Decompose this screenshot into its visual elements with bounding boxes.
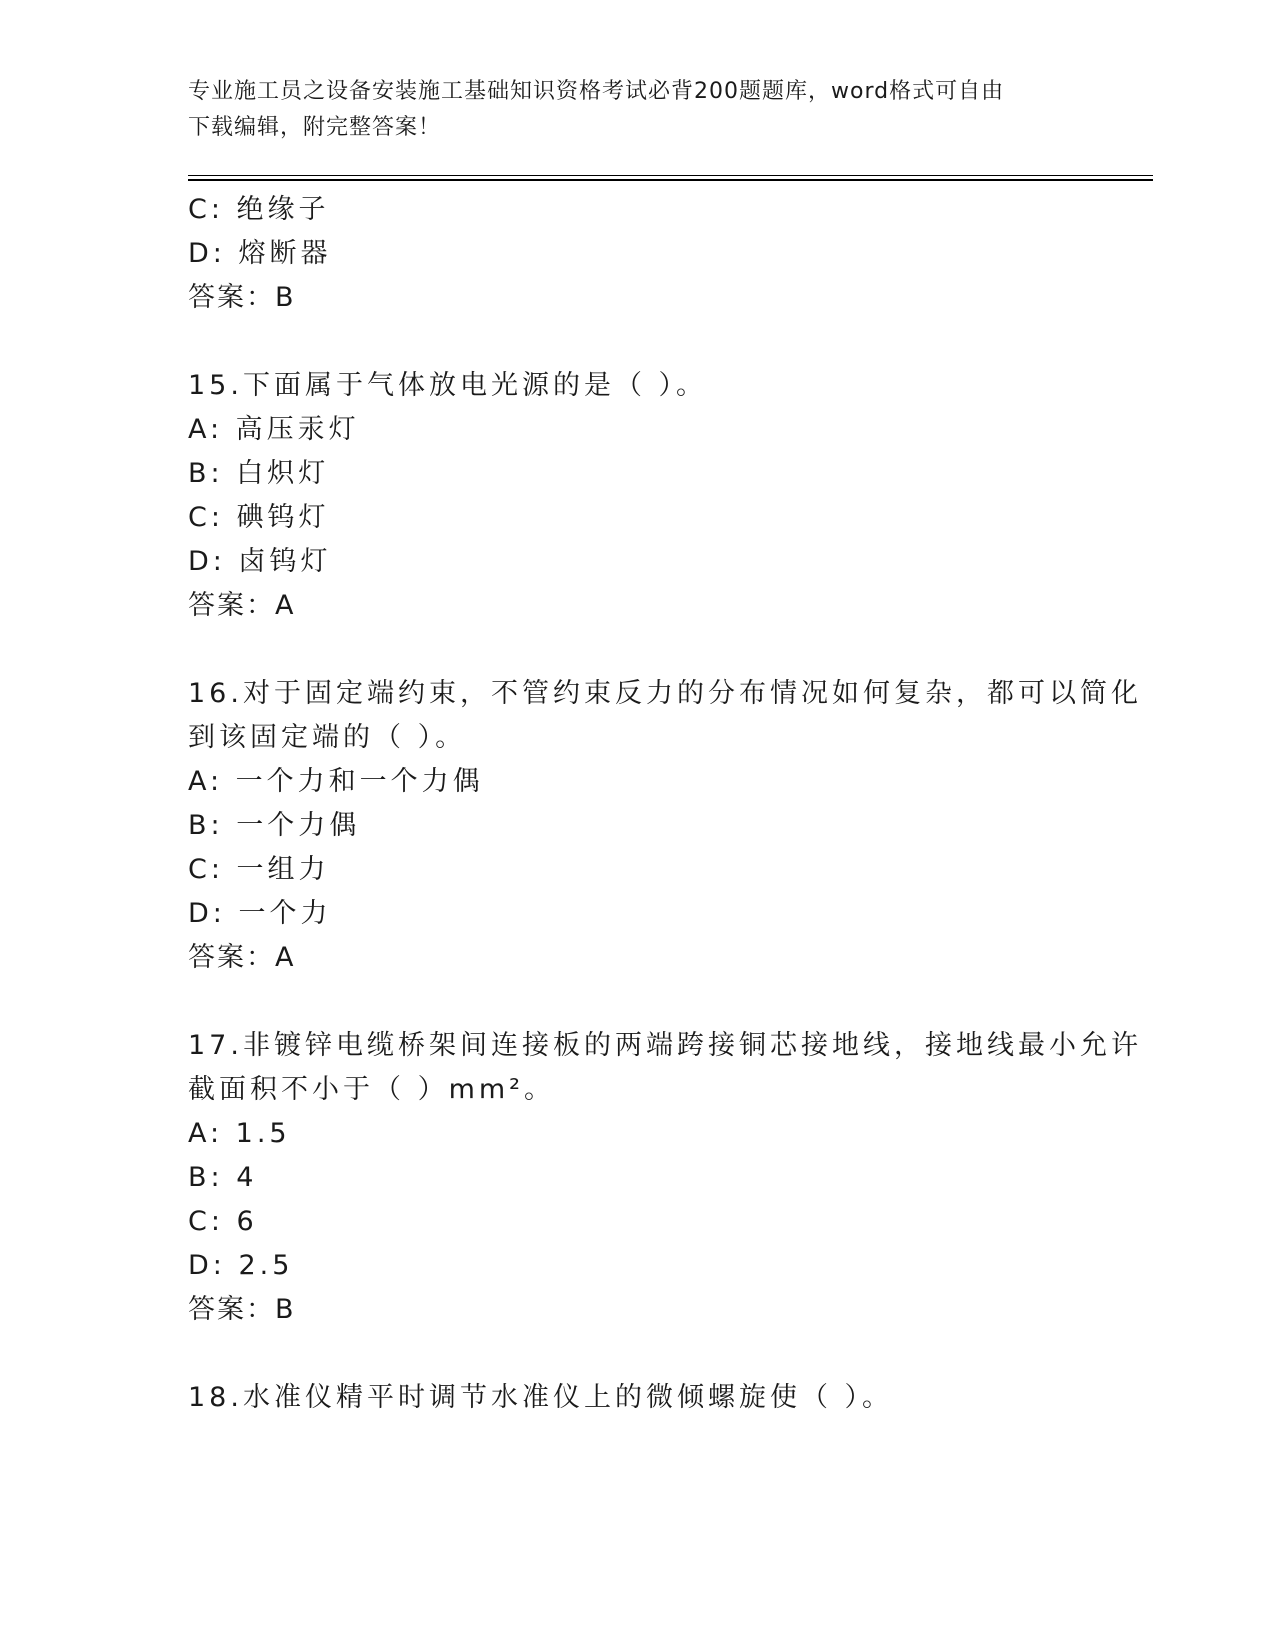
q17-stem-line-1: 17.非镀锌电缆桥架间连接板的两端跨接铜芯接地线，接地线最小允许: [188, 1030, 1142, 1061]
header-rule-thick: [188, 179, 1153, 181]
document-header: [188, 74, 1088, 146]
q16-stem-line-1: 16.对于固定端约束，不管约束反力的分布情况如何复杂，都可以简化: [188, 678, 1142, 709]
q16-stem-line-2: 到该固定端的（ ）。: [188, 722, 467, 753]
q15-answer: 答案：A: [188, 590, 296, 621]
q17-stem-line-2: 截面积不小于（ ）mm²。: [188, 1074, 556, 1105]
q18-stem: 18.水准仪精平时调节水准仪上的微倾螺旋使（ ）。: [188, 1382, 894, 1413]
q16-option-c: C: 一组力: [188, 854, 330, 885]
q17-option-a: A: 1.5: [188, 1118, 291, 1149]
q14-option-d: D: 熔断器: [188, 238, 332, 269]
header-line-2: 下载编辑，附完整答案！: [188, 115, 442, 140]
q17-answer: 答案：B: [188, 1294, 296, 1325]
q17-option-b: B: 4: [188, 1162, 258, 1193]
q16-option-a: A: 一个力和一个力偶: [188, 766, 484, 797]
q15-option-a: A: 高压汞灯: [188, 414, 360, 445]
q16-answer: 答案：A: [188, 942, 296, 973]
q14-option-c: C: 绝缘子: [188, 194, 330, 225]
q16-option-d: D: 一个力: [188, 898, 332, 929]
header-line-1: 专业施工员之设备安装施工基础知识资格考试必背200题题库，word格式可自由: [188, 79, 1005, 104]
q17-option-c: C: 6: [188, 1206, 258, 1237]
q15-stem: 15.下面属于气体放电光源的是（ ）。: [188, 370, 708, 401]
q15-option-b: B: 白炽灯: [188, 458, 330, 489]
q15-option-c: C: 碘钨灯: [188, 502, 330, 533]
header-rule-thin: [188, 175, 1153, 176]
q15-option-d: D: 卤钨灯: [188, 546, 332, 577]
q17-option-d: D: 2.5: [188, 1250, 294, 1281]
q16-option-b: B: 一个力偶: [188, 810, 361, 841]
q14-answer: 答案：B: [188, 282, 296, 313]
